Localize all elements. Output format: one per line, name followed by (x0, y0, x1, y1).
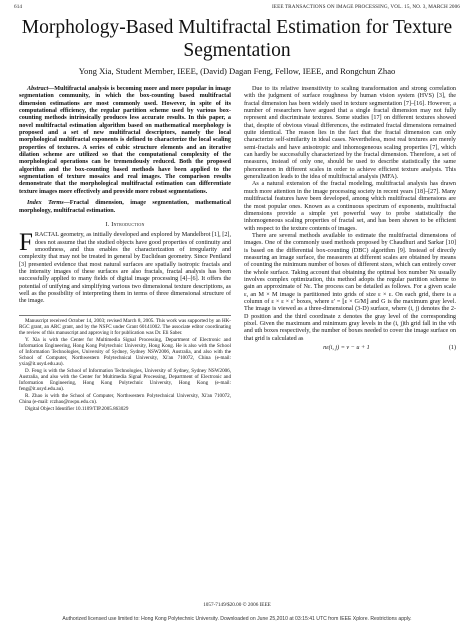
equation (244, 345, 456, 352)
equation-body: nε(i, j) = v − u + 1 (323, 345, 370, 352)
equation-number: (1) (448, 345, 456, 352)
index-terms (19, 200, 231, 215)
abstract-text: Multifractal analysis is becoming more and more popular in image segmentation community, in which the box-counting based multifractal dimension estimations are most commonly used. However, in spite of its computational efficiency, the regular partition scheme used by various box-counting methods intrinsically produces less accurate results. In this paper, a novel multifractal estimation algorithm based on mathematical morphology is proposed and a set of new multifractal descriptors, namely the local morphological multifractal exponents is defined to characterize the local scaling properties of textures. A series of cubic structure elements and an iterative dilation scheme are utilized so that the computational complexity of the morphological operations can be tremendously reduced. Both the proposed algorithm and the box-counting based methods have been applied to the segmentation of texture mosaics and real images. The comparison results demonstrate that the morphological multifractal estimation can differentiate texture images more effectively and provide more robust segmentations. (19, 86, 231, 195)
download-note: Authorized licensed use limited to: Hong Kong Polytechnic University. Downloaded on June 25,2010 at 03:15:41 UTC from IEEE Xplore. Restrictions apply. (62, 616, 412, 622)
abstract-label: Abstract— (27, 86, 55, 92)
right-column (244, 86, 456, 352)
left-column (19, 86, 231, 412)
paper-title: Morphology-Based Multifractal Estimation for Texture Segmentation (21, 17, 453, 61)
body-paragraph: Due to its relative insensitivity to scaling transformation and strong correlation with the judgment of surface roughness by human vision system (HVS) [3], the fractal dimension has been widely used in texture segmentation [7]–[16]. However, a number of researchers have argued that a single fractal dimension may not fully represent and discriminate textures. Some studies [17] on different textures showed that, despite of obvious visual differences, the estimated fractal dimensions remained quite identical. The reason lies in the fact that the fractal dimension can only characterize self-similarity in ideal cases. Nevertheless, most real textures are merely semi-fractals and have anisotropic and inhomogeneous scaling properties [7], which can hardly be successfully characterized by the fractal dimension. Therefore, a set of measures, instead of only one, should be used to describe statistically the same phenomenon in different scales in order to achieve efficient texture analysis. This generalization leads to the idea of multifractal analysis (MFA). (244, 86, 456, 181)
footnote-item: D. Feng is with the School of Information Technologies, University of Sydney, Sydney NSW2006, Australia, and also with the Center for Multimedia Signal Processing, Department of Electronic and Information Engineering, Hong Kong Polytechnic University, Hong Kong (e-mail: feng@it.usyd.edu.au). (19, 367, 231, 393)
index-terms-label: Index Terms— (27, 200, 70, 207)
index-terms-text: Fractal dimension, image segmentation, mathematical morphology, multifractal estimation. (19, 200, 231, 214)
body-paragraph: As a natural extension of the fractal modeling, multifractal analysis has drawn much more attention in the image processing society in recent years [18]–[27]. Many multifractal features have been developed, among which multifractal dimensions are the most popular ones. Known as a continuous spectrum of exponents, multifractal dimensions provide a simple yet powerful way to probe statistically the inhomogeneous scaling properties of fractal set, and has been shown to be efficient with respect to the texture contents of images. (244, 181, 456, 232)
footnote-item: Y. Xia is with the Center for Multimedia Signal Processing, Department of Electronic and Information Engineering, Hong Kong Polytechnic University, Hong Kong. He is also with the School of Information Technologies, University of Sydney, Sydney NSW2006, Australia, and also with the School of Computer, Northwestern Polytechnical University, Xi'an 710072, China (e-mail: yxia@it.usyd.edu.au). (19, 336, 231, 368)
journal-name: IEEE TRANSACTIONS ON IMAGE PROCESSING, VOL. 15, NO. 3, MARCH 2006 (271, 4, 460, 10)
footnote-item: R. Zhao is with the School of Computer, Northwestern Polytechnical University, Xi'an 710072, China (e-mail: rczhao@nwpu.edu.cn). (19, 393, 231, 406)
intro-paragraph (19, 229, 231, 305)
footnote-item: Manuscript received October 14, 2003; revised March 8, 2005. This work was supported by an HK-RGC grant, an ARC grant, and by the NSFC under Grant 60141002. The associate editor coordinating the review of this manuscript and approving it for publication was Dr. Eli Saber. (19, 317, 231, 336)
abstract (19, 86, 231, 196)
body-paragraph: There are several methods available to estimate the multifractal dimensions of images. One of the commonly used methods proposed by Chaudhuri and Sarkar [10] is based on the differential box-counting (DBC) algorithm [9]. Instead of directly measuring an image surface, the measurers at different scales are obtained by means of counting the minimum number of boxes of different sizes, which can entirely cover the whole surface. Taking account that obtaining the optimal box number Nε usually involves complex optimization, this method adopts the regular partition scheme to gain an approximate of Nε. The process can be detailed as follows. For a given scale ε, an M × M image is partitioned into grids of size ε × ε. On each grid, there is a column of ε × ε × ε' boxes, where ε' = ⌊ε × G/M⌋ and G is the maximum gray level. The image is viewed as a three-dimensional (3-D) surface, where (i, j) denotes the 2-D position and the third coordinate z denotes the gray level of the corresponding pixel. Given the maximum and minimum gray levels in the (i, j)th grid fall in the vth and uth boxes respectively, the number of boxes needed to cover the image surface on that grid is calculated as (244, 232, 456, 342)
dropcap: F (19, 229, 33, 257)
issn-footer: 1057-7149/$20.00 © 2006 IEEE (203, 602, 271, 608)
intro-text: RACTAL geometry, as initially developed and explored by Mandelbrot [1], [2], does not assume that the studied objects have good properties of continuity and smoothness, and thus enables the characterization of irregularity and complexity that may not be treated in general by Euclidean geometry. Since Pentland [3] presented evidence that most natural surfaces are spatially isotropic fractals and the intensity images of these surfaces are also fractals, fractal analysis has been successfully applied to many fields of digital image processing [4]–[6]. It offers the potential of unifying and simplifying various two dimensional texture descriptions, as well as the possibility of interpreting them in terms of three dimensional structure of the image. (19, 232, 231, 305)
running-header (14, 4, 460, 10)
author-list: Yong Xia, Student Member, IEEE, (David) Dagan Feng, Fellow, IEEE, and Rongchun Zhao (78, 66, 396, 76)
section-heading: I. Introduction (105, 220, 145, 228)
footnotes (19, 315, 231, 412)
page-number: 614 (14, 4, 23, 10)
footnote-item: Digital Object Identifier 10.1109/TIP.2005.863029 (25, 405, 129, 412)
